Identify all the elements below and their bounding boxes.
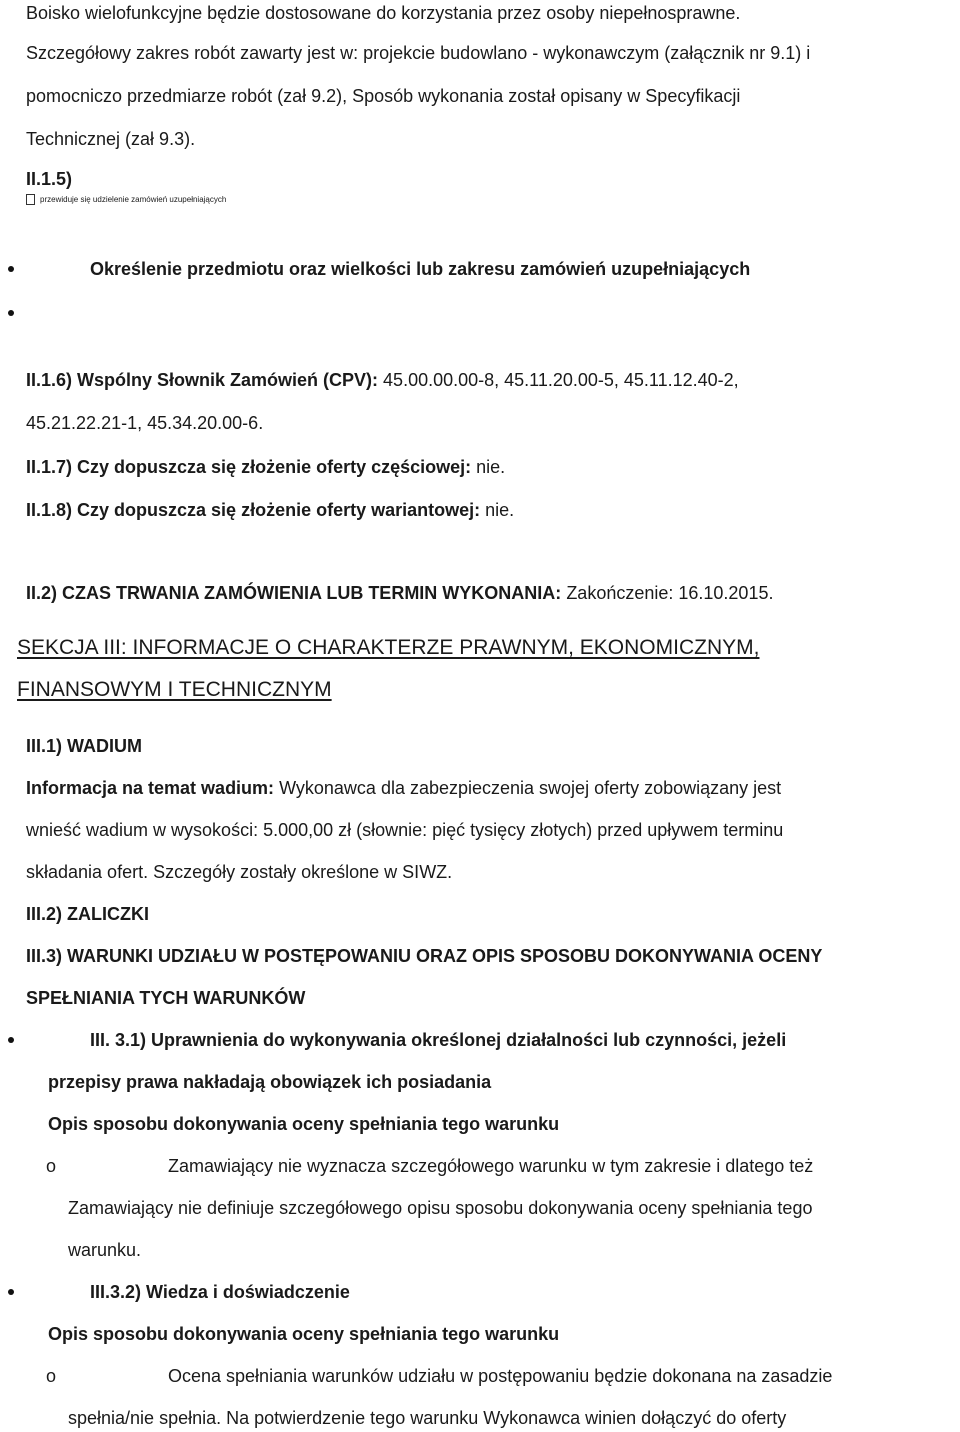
bullet-text: Określenie przedmiotu oraz wielkości lub zakresu zamówień uzupełniających [90, 259, 751, 279]
bullet-dot [8, 310, 14, 316]
cpv-line: II.1.6) Wspólny Słownik Zamówień (CPV): 45.00.00.00-8, 45.11.20.00-5, 45.11.12.40-2, [26, 370, 739, 390]
text-line: pomocniczo przedmiarze robót (zał 9.2), Sposób wykonania został opisany w Specyfikacji [26, 86, 741, 106]
subsection-heading: SPEŁNIANIA TYCH WARUNKÓW [26, 988, 306, 1008]
text-line: Boisko wielofunkcyjne będzie dostosowane do korzystania przez osoby niepełnosprawne. [26, 3, 741, 23]
text-line: 45.21.22.21-1, 45.34.20.00-6. [26, 413, 264, 433]
bullet-text: III.3.2) Wiedza i doświadczenie [90, 1282, 350, 1302]
bullet-dot [8, 1289, 14, 1295]
bullet-text: III. 3.1) Uprawnienia do wykonywania określonej działalności lub czynności, jeżeli [90, 1030, 787, 1050]
text-line: Szczegółowy zakres robót zawarty jest w: projekcie budowlano - wykonawczym (załącznik nr 9.1) i [26, 43, 811, 63]
text-line: wnieść wadium w wysokości: 5.000,00 zł (słownie: pięć tysięcy złotych) przed upływem terminu [26, 820, 784, 840]
text-line: przepisy prawa nakładają obowiązek ich posiadania [48, 1072, 492, 1092]
text-line: Ocena spełniania warunków udziału w postępowaniu będzie dokonana na zasadzie [168, 1366, 833, 1386]
bullet-dot [8, 266, 14, 272]
subsection-heading: III.3) WARUNKI UDZIAŁU W POSTĘPOWANIU ORAZ OPIS SPOSOBU DOKONYWANIA OCENY [26, 946, 823, 966]
text-line: Opis sposobu dokonywania oceny spełniania tego warunku [48, 1114, 560, 1134]
variant-offer-line: II.1.8) Czy dopuszcza się złożenie oferty wariantowej: nie. [26, 500, 515, 520]
section-title: SEKCJA III: INFORMACJE O CHARAKTERZE PRAWNYM, EKONOMICZNYM, [17, 636, 760, 659]
subsection-heading: III.2) ZALICZKI [26, 904, 149, 924]
text-line: Zamawiający nie wyznacza szczegółowego warunku w tym zakresie i dlatego też [168, 1156, 814, 1176]
section-title: FINANSOWYM I TECHNICZNYM [17, 678, 332, 701]
bullet-dot [8, 1037, 14, 1043]
subsection-heading: III.1) WADIUM [26, 736, 142, 756]
text-line: spełnia/nie spełnia. Na potwierdzenie tego warunku Wykonawca winien dołączyć do oferty [68, 1408, 787, 1428]
text-line: Technicznej (zał 9.3). [26, 129, 196, 149]
text-line: Opis sposobu dokonywania oceny spełniania tego warunku [48, 1324, 560, 1344]
list-marker: o [46, 1366, 57, 1386]
checkbox[interactable] [26, 194, 35, 205]
duration-line: II.2) CZAS TRWANIA ZAMÓWIENIA LUB TERMIN WYKONANIA: Zakończenie: 16.10.2015. [26, 583, 774, 603]
wadium-line: Informacja na temat wadium: Wykonawca dla zabezpieczenia swojej oferty zobowiązany jest [26, 778, 782, 798]
text-line: Zamawiający nie definiuje szczegółowego opisu sposobu dokonywania oceny spełniania tego [68, 1198, 813, 1218]
checkbox-label: przewiduje się udzielenie zamówień uzupełniających [40, 195, 227, 204]
text-line: warunku. [68, 1240, 142, 1260]
partial-offer-line: II.1.7) Czy dopuszcza się złożenie oferty częściowej: nie. [26, 457, 506, 477]
text-line: składania ofert. Szczegóły zostały określone w SIWZ. [26, 862, 453, 882]
list-marker: o [46, 1156, 57, 1176]
section-heading: II.1.5) [26, 169, 73, 189]
